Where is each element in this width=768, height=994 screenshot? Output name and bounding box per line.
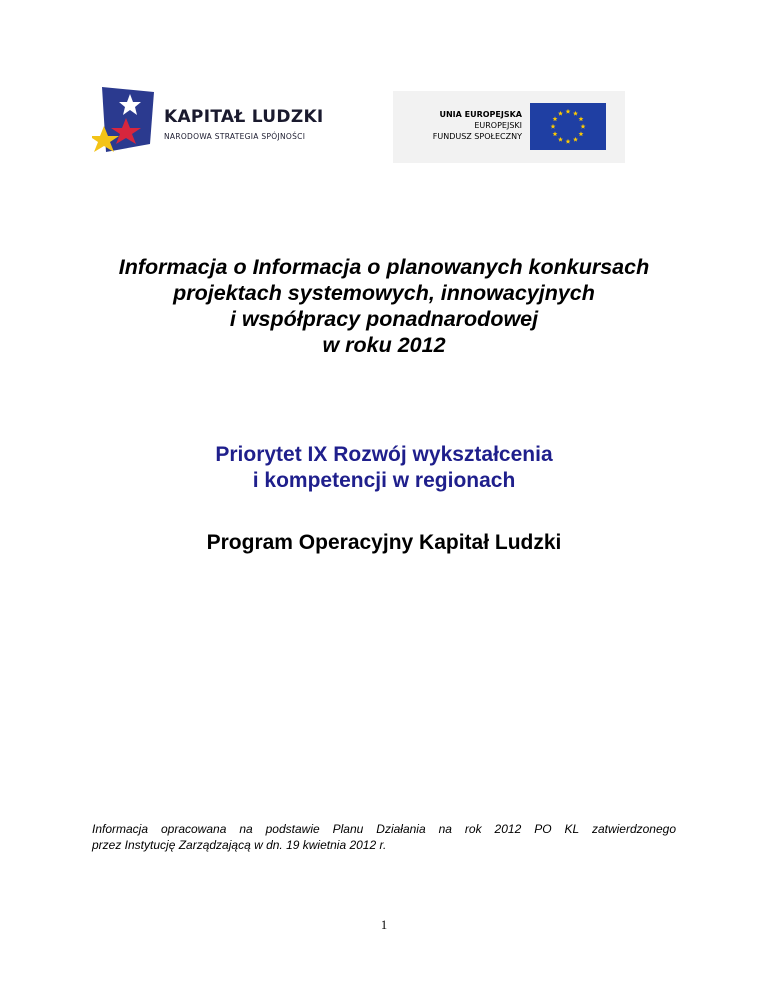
- page-number: 1: [380, 918, 388, 932]
- eu-logo-line1: UNIA EUROPEJSKA: [439, 110, 522, 119]
- eu-logo-line2: EUROPEJSKI: [474, 121, 522, 130]
- note-line: Informacja opracowana na podstawie Planu Działania na rok 2012 PO KL zatwierdzonego: [92, 822, 676, 836]
- eu-flag-icon: [530, 103, 606, 150]
- kapital-ludzki-title: KAPITAŁ LUDZKI: [164, 107, 324, 127]
- title-line: projektach systemowych, innowacyjnych: [173, 281, 595, 305]
- eu-fund-logo: [393, 91, 625, 163]
- note-line: przez Instytucję Zarządzającą w dn. 19 kwietnia 2012 r.: [92, 838, 387, 852]
- title-line: w roku 2012: [322, 333, 446, 357]
- eu-logo-text: [433, 109, 522, 142]
- kapital-ludzki-subtitle: NARODOWA STRATEGIA SPÓJNOŚCI: [164, 132, 306, 141]
- priority-heading: [60, 442, 708, 494]
- kapital-ludzki-emblem-icon: [92, 82, 162, 162]
- program-name: Program Operacyjny Kapitał Ludzki: [206, 531, 562, 554]
- kapital-ludzki-logo: [92, 82, 362, 162]
- information-note: [92, 821, 676, 853]
- title-line: Informacja o Informacja o planowanych konkursach: [118, 255, 650, 279]
- title-line: i współpracy ponadnarodowej: [229, 307, 539, 331]
- eu-logo-line3: FUNDUSZ SPOŁECZNY: [432, 132, 522, 141]
- priority-line: i kompetencji w regionach: [252, 469, 516, 492]
- priority-line: Priorytet IX Rozwój wykształcenia: [215, 443, 553, 466]
- document-title: [60, 254, 708, 358]
